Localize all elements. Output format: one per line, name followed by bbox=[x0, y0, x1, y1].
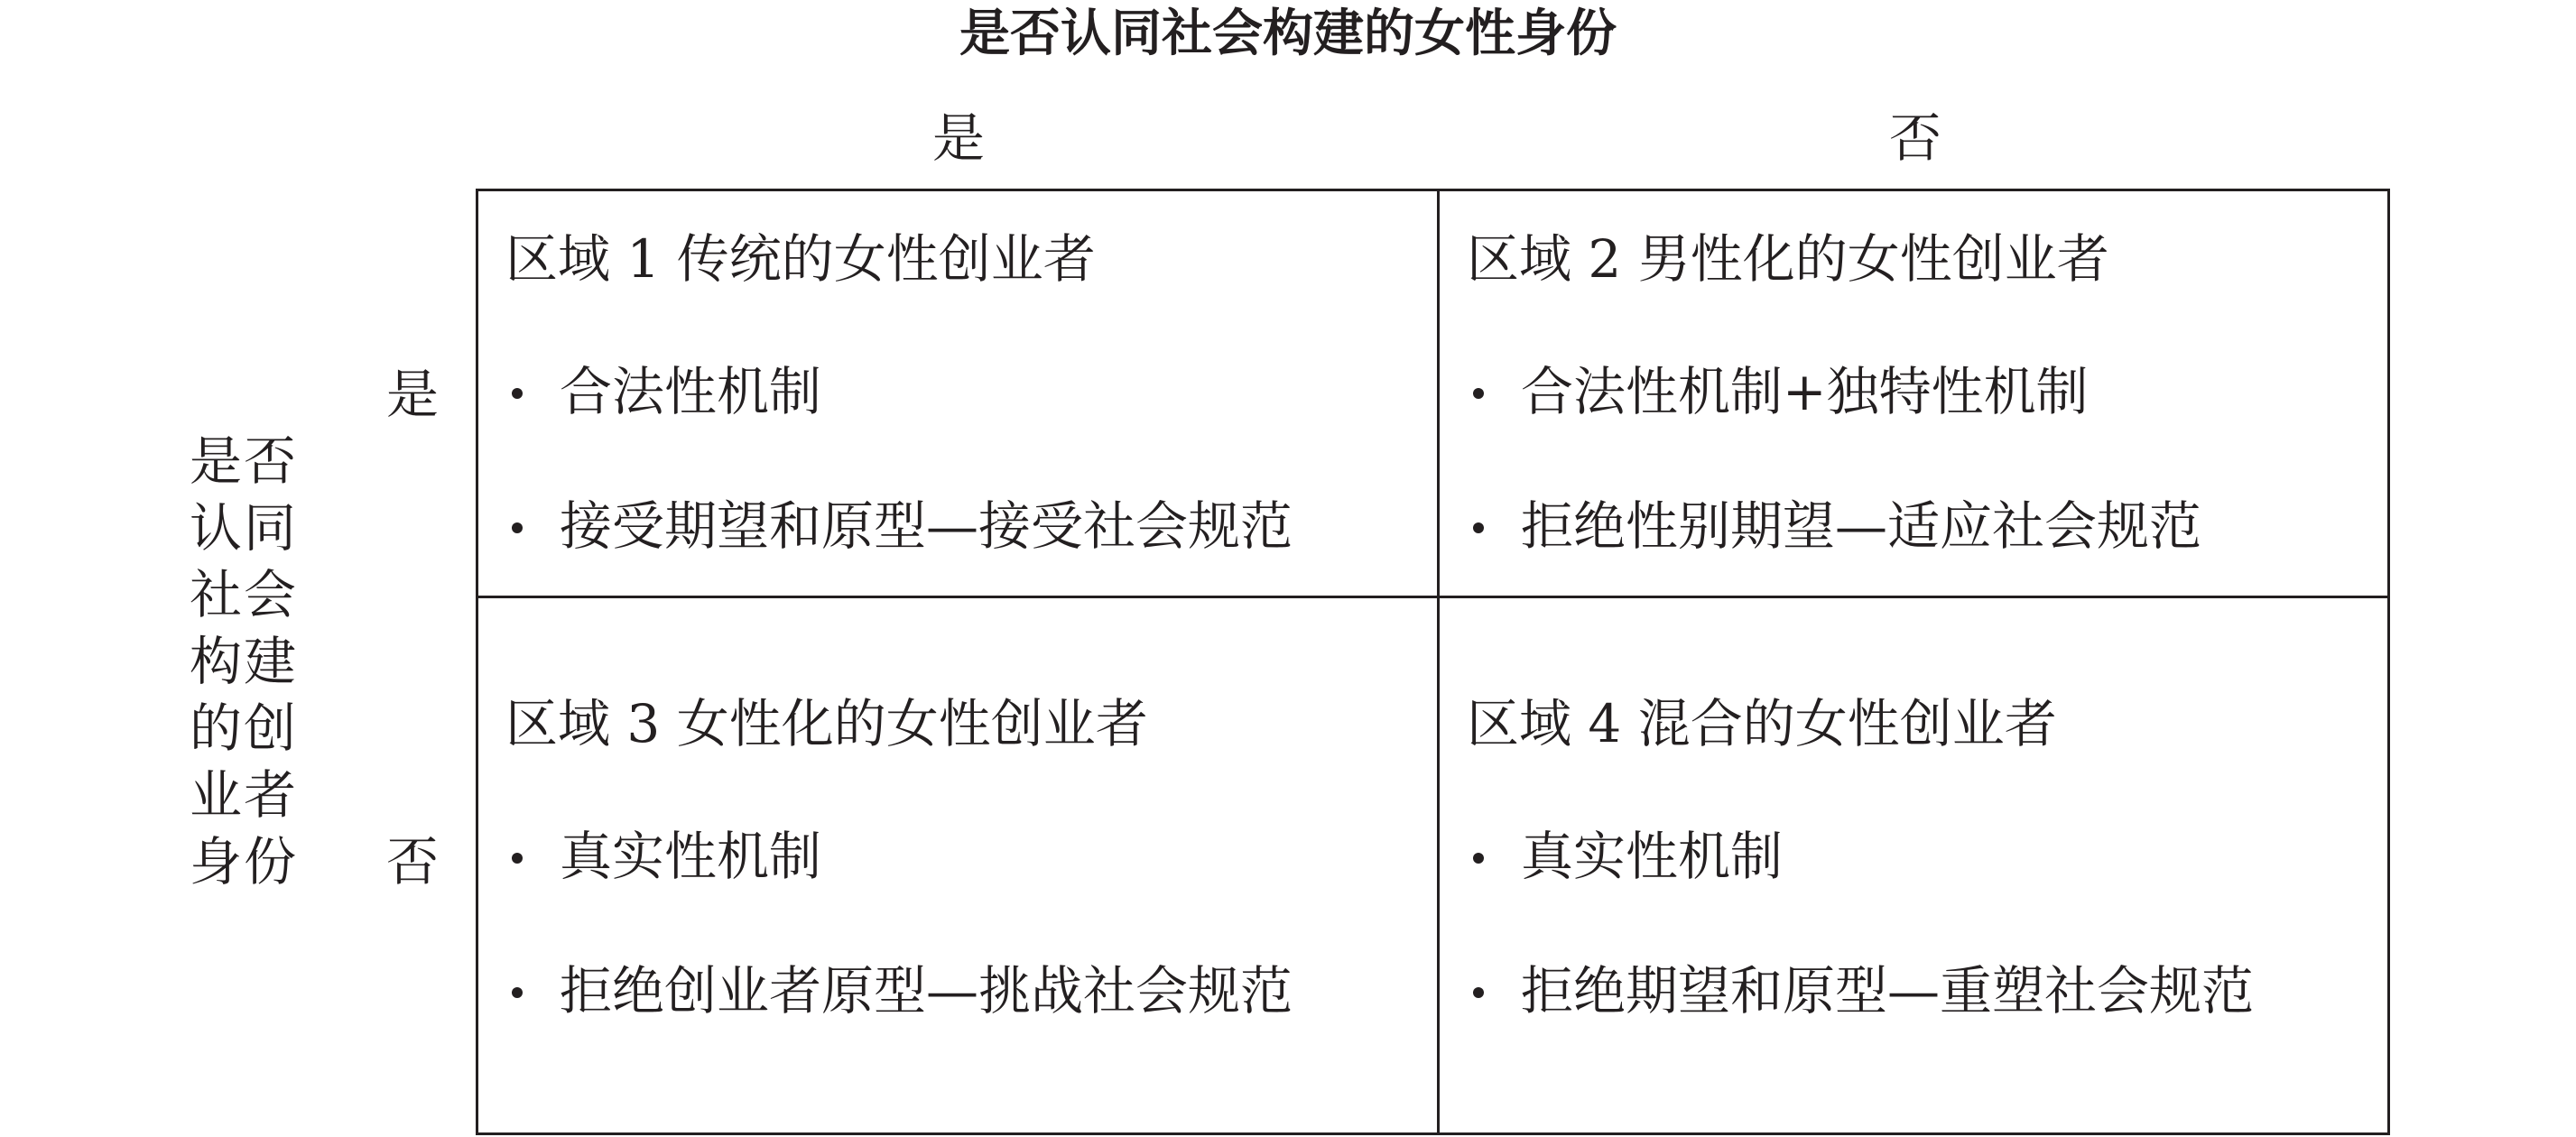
bullet-dot-icon bbox=[1473, 388, 1484, 399]
quadrant-title: 区域 2 男性化的女性创业者 bbox=[1467, 228, 2109, 290]
vertical-axis-line: 是否 bbox=[190, 430, 299, 492]
vertical-axis-line: 认同 bbox=[190, 497, 299, 559]
bullet-item bbox=[505, 360, 1444, 423]
bullet-text: 拒绝期望和原型—重塑社会规范 bbox=[1521, 960, 2255, 1021]
quadrant-2 bbox=[1467, 227, 2405, 558]
quadrant-1 bbox=[505, 227, 1444, 558]
bullet-text: 真实性机制 bbox=[560, 826, 822, 887]
quadrant-title: 区域 3 女性化的女性创业者 bbox=[505, 693, 1148, 754]
row-label-yes: 是 bbox=[385, 364, 439, 425]
row-label-no: 否 bbox=[385, 831, 439, 892]
bullet-dot-icon bbox=[1473, 987, 1484, 998]
bullet-item bbox=[1467, 360, 2405, 423]
vertical-axis-label bbox=[190, 428, 307, 895]
horizontal-divider bbox=[478, 596, 2387, 598]
bullet-dot-icon bbox=[1473, 522, 1484, 533]
bullet-text: 合法性机制 bbox=[560, 361, 822, 422]
quadrant-3 bbox=[505, 692, 1444, 1022]
quadrant-grid bbox=[476, 189, 2390, 1135]
bullet-item bbox=[1467, 825, 2405, 888]
vertical-axis-line: 构建 bbox=[190, 631, 299, 692]
bullet-text: 拒绝创业者原型—挑战社会规范 bbox=[560, 960, 1293, 1021]
diagram-title: 是否认同社会构建的女性身份 bbox=[959, 5, 1617, 63]
bullet-item bbox=[505, 959, 1444, 1022]
bullet-item bbox=[1467, 495, 2405, 558]
bullet-text: 真实性机制 bbox=[1521, 826, 1784, 887]
column-label-no: 否 bbox=[1888, 107, 1941, 169]
bullet-dot-icon bbox=[1473, 853, 1484, 864]
vertical-axis-line: 的创 bbox=[190, 698, 299, 759]
bullet-text: 接受期望和原型—接受社会规范 bbox=[560, 495, 1293, 557]
quadrant-title: 区域 4 混合的女性创业者 bbox=[1467, 693, 2057, 754]
bullet-dot-icon bbox=[512, 853, 523, 864]
bullet-text: 合法性机制+独特性机制 bbox=[1521, 361, 2089, 422]
quadrant-4 bbox=[1467, 692, 2405, 1022]
column-label-yes: 是 bbox=[931, 107, 985, 169]
vertical-axis-line: 业者 bbox=[190, 764, 299, 826]
bullet-text: 拒绝性别期望—适应社会规范 bbox=[1521, 495, 2202, 557]
bullet-dot-icon bbox=[512, 522, 523, 533]
bullet-item bbox=[505, 495, 1444, 558]
bullet-dot-icon bbox=[512, 388, 523, 399]
bullet-item bbox=[1467, 959, 2405, 1022]
quadrant-title: 区域 1 传统的女性创业者 bbox=[505, 228, 1096, 290]
vertical-axis-line: 身份 bbox=[190, 831, 299, 892]
vertical-axis-line: 社会 bbox=[190, 564, 299, 625]
bullet-item bbox=[505, 825, 1444, 888]
bullet-dot-icon bbox=[512, 987, 523, 998]
